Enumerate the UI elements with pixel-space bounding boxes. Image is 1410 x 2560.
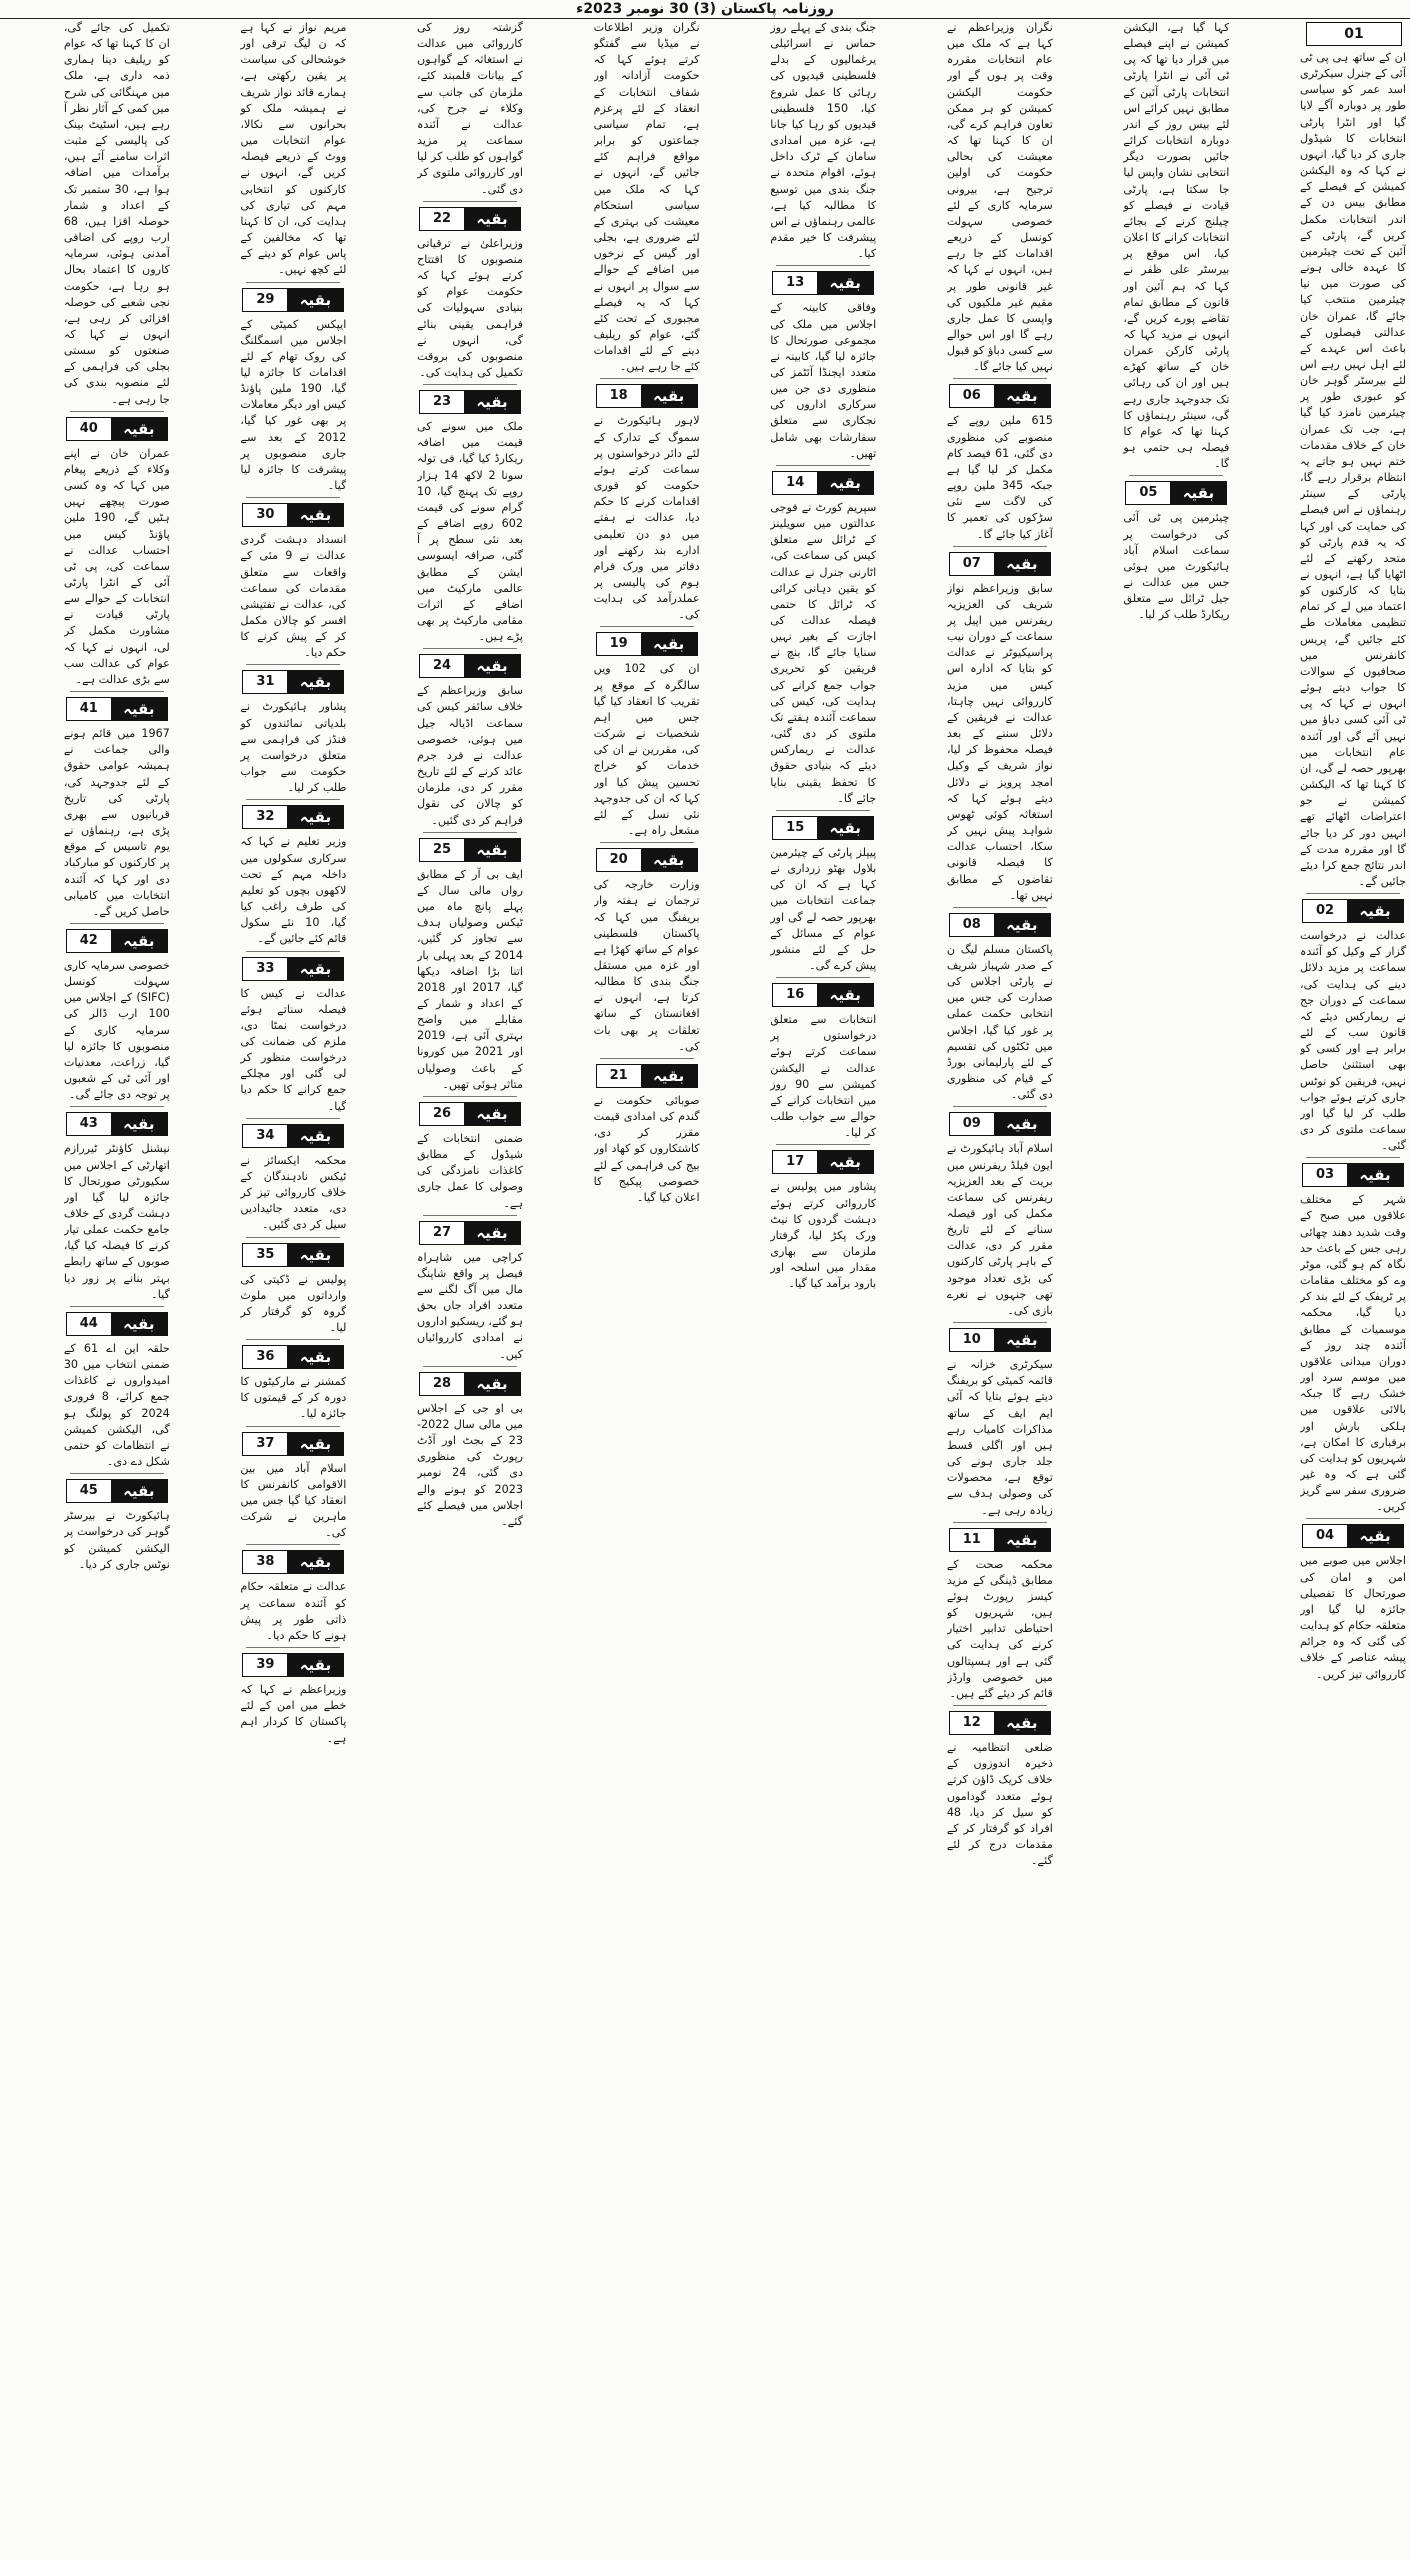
continuation-tag <box>419 1102 521 1126</box>
divider <box>1306 893 1400 894</box>
continuation-word: بقیہ <box>287 289 343 311</box>
divider <box>246 1339 340 1340</box>
continuation-word: بقیہ <box>287 671 343 693</box>
article-text: 615 ملین روپے کے منصوبے کی منظوری دی گئی، 61 فیصد کام مکمل کر لیا گیا ہے جبکہ 345 ملین روپے کی لاگت سے نئی سڑکوں کی تعمیر کا آغاز کیا جائے گا۔ <box>946 414 1053 541</box>
masthead: روزنامہ پاکستان (3) 30 نومبر 2023ء <box>0 0 1410 19</box>
continuation-word: بقیہ <box>464 1373 520 1395</box>
article-text: وفاقی کابینہ کے اجلاس میں ملک کی مجموعی صورتحال کا جائزہ لیا گیا، کابینہ نے متعدد ایجنڈا آئٹمز کی منظوری دی جن میں سرکاری اداروں کی نجکاری سے متعلق سفارشات بھی شامل تھیں۔ <box>770 301 877 460</box>
article-text: ہائیکورٹ نے بیرسٹر گوہر کی درخواست پر الیکشن کمیشن کو نوٹس جاری کر دیا۔ <box>63 1509 170 1571</box>
article-text: ایف بی آر کے مطابق رواں مالی سال کے پہلے پانچ ماہ میں ٹیکس وصولیاں ہدف سے تجاوز کر گئیں، 2014 کے بعد پہلی بار اتنا بڑا اضافہ دیکھا گیا، 2017 اور 2018 کے اعداد و شمار کے مقابلے میں واضح بہتری آئی ہے، 2019 اور 2021 میں کورونا کے باعث وصولیاں متاثر ہوئی تھیں۔ <box>417 867 523 1091</box>
continuation-number: 23 <box>432 394 452 410</box>
article-text: نیشنل کاؤنٹر ٹیررازم اتھارٹی کے اجلاس میں سکیورٹی صورتحال کا جائزہ لیا گیا اور دہشت گردی کے خلاف جامع حکمت عملی تیار کرنے کا فیصلہ کیا گیا، صوبوں کے ساتھ رابطے بہتر بنانے پر زور دیا گیا۔ <box>63 1142 170 1301</box>
article-text: نگران وزیر اطلاعات نے میڈیا سے گفتگو کرتے ہوئے کہا کہ حکومت آزادانہ اور شفاف انتخابات کے انعقاد کے لئے پرعزم ہے، تمام سیاسی جماعتوں کو برابر مواقع فراہم کئے جائیں گے، انہوں نے کہا کہ ملک میں سیاسی استحکام معیشت کی بہتری کے لئے ضروری ہے، بجلی اور گیس کے نرخوں میں اضافے کے حوالے سے سوال پر انہوں نے کہا کہ یہ فیصلے مجبوری کے تحت کئے گئے، عوام کو ریلیف دینے کے لئے اقدامات کئے جا رہے ہیں۔ <box>593 21 700 374</box>
continuation-word: بقیہ <box>287 1433 343 1455</box>
article-text: سیکرٹری خزانہ نے قائمہ کمیٹی کو بریفنگ دیتے ہوئے بتایا کہ آئی ایم ایف کے ساتھ مذاکرات کامیاب رہے ہیں اور اگلی قسط جلد جاری ہونے کی توقع ہے، محصولات کی وصولی ہدف سے زیادہ رہی ہے۔ <box>946 1358 1053 1517</box>
continuation-number: 06 <box>962 388 981 404</box>
continuation-word: بقیہ <box>994 914 1050 936</box>
continuation-tag <box>1302 899 1404 923</box>
continuation-tag <box>419 654 521 678</box>
column-2 <box>1123 20 1229 2556</box>
continuation-tag <box>242 957 344 981</box>
divider <box>600 842 694 843</box>
article-text: حلقہ این اے 61 کے ضمنی انتخاب میں 30 امیدواروں نے کاغذات جمع کرائے، 8 فروری 2024 کو پولنگ ہو گی، الیکشن کمیشن نے انتظامات کو حتمی شکل دے دی۔ <box>63 1341 170 1469</box>
divider <box>246 799 340 800</box>
continuation-number: 29 <box>256 291 275 307</box>
article-text: وزیراعلیٰ نے ترقیاتی منصوبوں کا افتتاح کرتے ہوئے کہا کہ حکومت عوام کو بنیادی سہولیات کی فراہمی یقینی بنائے گی، انہوں نے منصوبوں کی بروقت تکمیل کی ہدایت کی۔ <box>417 236 523 379</box>
continuation-word: بقیہ <box>1347 1525 1403 1547</box>
continuation-number: 14 <box>786 474 805 490</box>
continuation-number: 12 <box>962 1715 981 1731</box>
continuation-number: 37 <box>256 1435 275 1451</box>
article-text: شہر کے مختلف علاقوں میں صبح کے وقت شدید دھند چھائی رہی جس کے باعث حد نگاہ کم ہو گئی، موٹر وے کو مختلف مقامات پر ٹریفک کے لئے بند کر دیا گیا، محکمہ موسمیات کے مطابق آئندہ چند روز کے دوران میدانی علاقوں میں موسم سرد اور خشک رہے گا جبکہ بالائی علاقوں میں ہلکی بارش اور برفباری کا امکان ہے، شہریوں کو ہدایت کی گئی ہے کہ وہ غیر ضروری سفر سے گریز کریں۔ <box>1300 1193 1406 1514</box>
divider <box>423 648 517 649</box>
divider <box>600 378 694 379</box>
continuation-word: بقیہ <box>817 472 873 494</box>
continuation-tag <box>242 805 344 829</box>
continuation-number: 40 <box>79 420 98 436</box>
continuation-number: 04 <box>1315 1528 1335 1544</box>
divider <box>1129 475 1223 476</box>
divider <box>246 282 340 283</box>
continuation-tag <box>66 1312 168 1336</box>
continuation-number: 11 <box>962 1531 981 1547</box>
divider <box>423 1366 517 1367</box>
article-text: کراچی میں شاہراہ فیصل پر واقع شاپنگ مال میں آگ لگنے سے متعدد افراد جاں بحق ہو گئے، ریسکیو اداروں نے امدادی کارروائیاں کیں۔ <box>417 1250 523 1361</box>
continuation-number: 03 <box>1315 1167 1335 1183</box>
continuation-tag <box>949 913 1051 937</box>
continuation-word: بقیہ <box>641 1065 697 1087</box>
continuation-number: 09 <box>962 1116 981 1132</box>
article-text: محکمہ ایکسائز نے ٹیکس نادہندگان کے خلاف کارروائی تیز کر دی، متعدد جائیدادیں سیل کر دی گئیں۔ <box>240 1153 347 1232</box>
continuation-tag <box>419 1372 521 1396</box>
continuation-word: بقیہ <box>111 1313 167 1335</box>
continuation-tag <box>419 1221 521 1245</box>
article-text: صوبائی حکومت نے گندم کی امدادی قیمت مقرر کر دی، کاشتکاروں کو کھاد اور بیج کی فراہمی کے لئے خصوصی پیکیج کا اعلان کیا گیا۔ <box>593 1093 700 1204</box>
continuation-number: 07 <box>962 555 981 571</box>
continuation-number: 22 <box>432 210 452 226</box>
continuation-number: 19 <box>609 636 628 652</box>
divider <box>70 1306 164 1307</box>
continuation-tag <box>596 384 698 408</box>
column-4 <box>770 20 876 2556</box>
continuation-number: 42 <box>79 932 98 948</box>
continuation-word: بقیہ <box>287 504 343 526</box>
continuation-number: 18 <box>609 388 628 404</box>
continuation-tag <box>242 1432 344 1456</box>
article-text: عمران خان نے اپنے وکلاء کے ذریعے پیغام میں کہا کہ وہ کسی صورت پیچھے نہیں ہٹیں گے، 190 ملین پاؤنڈ کیس میں احتساب عدالت نے سماعت کی، پی ٹی آئی کے انٹرا پارٹی انتخابات کے حوالے سے پارٹی قیادت نے مشاورت مکمل کر لی، انہوں نے کہا کہ عوام کی عدالت سب سے بڑی عدالت ہے۔ <box>63 446 170 686</box>
divider <box>600 1058 694 1059</box>
divider <box>246 664 340 665</box>
article-text: چیئرمین پی ٹی آئی کی درخواست پر سماعت اسلام آباد ہائیکورٹ میں ہوئی جس میں عدالت نے جیل ٹرائل سے متعلق ریکارڈ طلب کر لیا۔ <box>1123 511 1230 622</box>
continuation-word: بقیہ <box>994 1329 1050 1351</box>
continuation-tag <box>772 271 874 295</box>
continuation-tag <box>66 697 168 721</box>
article-text: نگران وزیراعظم نے کہا ہے کہ ملک میں عام انتخابات مقررہ وقت پر ہوں گے اور حکومت الیکشن کمیشن کو ہر ممکن تعاون فراہم کرے گی، ان کا کہنا تھا کہ معیشت کی بحالی حکومت کی اولین ترجیح ہے، بیرونی سرمایہ کاری کے لئے خصوصی سہولت کونسل کے ذریعے اقدامات کئے جا رہے ہیں، انہوں نے کہا کہ غیر قانونی طور پر مقیم غیر ملکیوں کی واپسی کا عمل جاری رہے گا اور اس حوالے سے کسی دباؤ کو قبول نہیں کیا جائے گا۔ <box>946 21 1053 374</box>
article-text: جنگ بندی کے پہلے روز حماس نے اسرائیلی یرغمالیوں کے بدلے فلسطینی قیدیوں کی رہائی کا عمل شروع کیا، 150 فلسطینی قیدیوں کو رہا کیا جانا ہے، غزہ میں امدادی سامان کے ٹرک داخل ہوئے، اقوام متحدہ نے جنگ بندی میں توسیع کا مطالبہ کیا ہے، عالمی رہنماؤں نے اس پیشرفت کا خیر مقدم کیا۔ <box>770 21 877 261</box>
continuation-tag <box>66 417 168 441</box>
divider <box>423 384 517 385</box>
continuation-number: 20 <box>609 852 628 868</box>
continuation-tag <box>1302 1163 1404 1187</box>
divider <box>953 907 1047 908</box>
continuation-number: 36 <box>256 1349 275 1365</box>
divider <box>1306 1518 1400 1519</box>
continuation-number: 32 <box>256 809 275 825</box>
article-text: بی او جی کے اجلاس میں مالی سال 2022-23 کے بجٹ اور آڈٹ رپورٹ کی منظوری دی گئی، 24 نومبر 2023 کو ہونے والے اجلاس میں فیصلے کئے گئے۔ <box>417 1401 523 1528</box>
continuation-tag <box>949 1711 1051 1735</box>
article-text: تکمیل کی جائے گی، ان کا کہنا تھا کہ عوام کو ریلیف دینا ہماری ذمہ داری ہے، ملک میں مہنگائی کی شرح میں کمی کے آثار نظر آ رہے ہیں، اسٹیٹ بینک کی پالیسی کے مثبت اثرات سامنے آئے ہیں، برآمدات میں اضافہ ہوا ہے، 30 ستمبر تک کے اعداد و شمار حوصلہ افزا ہیں، 68 ارب روپے کی اضافی آمدنی ہوئی، سرمایہ کاروں کا اعتماد بحال ہو رہا ہے، حکومت نجی شعبے کی حوصلہ افزائی کر رہی ہے، انہوں نے کہا کہ صنعتوں کو سستی بجلی کی فراہمی کے لئے منصوبہ بندی کی جا رہی ہے۔ <box>63 21 170 406</box>
divider <box>953 1522 1047 1523</box>
continuation-tag <box>242 1124 344 1148</box>
divider <box>953 1106 1047 1107</box>
continuation-word: بقیہ <box>817 272 873 294</box>
article-text: کمشنر نے مارکیٹوں کا دورہ کر کے قیمتوں کا جائزہ لیا۔ <box>240 1375 347 1421</box>
continuation-word: بقیہ <box>287 1654 343 1676</box>
divider <box>953 546 1047 547</box>
continuation-tag <box>596 632 698 656</box>
divider <box>70 1473 164 1474</box>
continuation-number: 24 <box>432 658 452 674</box>
continuation-tag <box>949 1328 1051 1352</box>
continuation-tag <box>772 1150 874 1174</box>
continuation-word: بقیہ <box>111 418 167 440</box>
article-text: اسلام آباد میں بین الاقوامی کانفرنس کا انعقاد کیا گیا جس میں ماہرین نے شرکت کی۔ <box>240 1461 347 1540</box>
continuation-number: 35 <box>256 1246 275 1262</box>
continuation-number: 28 <box>432 1375 452 1391</box>
continuation-tag <box>949 384 1051 408</box>
continuation-number: 08 <box>962 916 981 932</box>
continuation-word: بقیہ <box>641 633 697 655</box>
article-text: سابق وزیراعظم نواز شریف کی العزیزیہ ریفرنس میں اپیل پر سماعت کے دوران نیب پراسیکیوٹر نے عدالت کو بتایا کہ ادارہ اس کیس میں مزید کارروائی نہیں چاہتا، عدالت نے فریقین کے دلائل سننے کے بعد فیصلہ محفوظ کر لیا، نواز شریف کے وکیل امجد پرویز نے دلائل دیتے ہوئے کہا کہ استغاثہ کوئی ٹھوس شواہد پیش نہیں کر سکا، احتساب عدالت کا فیصلہ قانونی تقاضوں کے مطابق نہیں تھا۔ <box>946 581 1053 902</box>
continuation-tag <box>242 1653 344 1677</box>
continuation-tag <box>66 1479 168 1503</box>
article-text: عدالت نے درخواست گزار کے وکیل کو آئندہ سماعت پر مزید دلائل دینے کی ہدایت کی، سماعت کے دوران جج نے ریمارکس دیئے کہ قانون سب کے لئے برابر ہے اور کسی کو بھی استثنیٰ حاصل نہیں، فریقین کو نوٹس جاری کرتے ہوئے جواب طلب کر لیا گیا اور سماعت ملتوی کر دی گئی۔ <box>1300 929 1406 1153</box>
article-text: سپریم کورٹ نے فوجی عدالتوں میں سویلینز کے ٹرائل سے متعلق کیس کی سماعت کی، اٹارنی جنرل نے عدالت کو یقین دہانی کرائی کہ ٹرائل کا حتمی فیصلہ عدالت کی اجازت کے بغیر نہیں سنایا جائے گا، بنچ نے فریقین کو تحریری جواب جمع کرانے کی ہدایت کی، کیس کی سماعت آئندہ ہفتے تک ملتوی کر دی گئی، عدالت نے ریمارکس دیئے کہ بنیادی حقوق کا تحفظ یقینی بنایا جائے گا۔ <box>770 500 877 805</box>
divider <box>246 1118 340 1119</box>
continuation-number: 34 <box>256 1127 275 1143</box>
article-text: انتخابات سے متعلق درخواستوں پر سماعت کرتے ہوئے عدالت نے الیکشن کمیشن سے 90 روز میں انتخابات کرانے کے حوالے سے جواب طلب کر لیا۔ <box>770 1013 877 1140</box>
continuation-number: 15 <box>786 819 805 835</box>
continuation-tag <box>596 848 698 872</box>
column-6 <box>417 20 523 2556</box>
divider <box>1306 1157 1400 1158</box>
divider <box>246 1426 340 1427</box>
divider <box>70 923 164 924</box>
story-number-box: 01 <box>1306 22 1402 46</box>
divider <box>246 1237 340 1238</box>
divider <box>423 832 517 833</box>
continuation-number: 38 <box>256 1554 275 1570</box>
article-text: پشاور ہائیکورٹ نے بلدیاتی نمائندوں کو فنڈز کی فراہمی سے متعلق درخواست پر حکومت سے جواب طلب کر لیا۔ <box>240 700 347 795</box>
continuation-word: بقیہ <box>817 817 873 839</box>
continuation-word: بقیہ <box>817 984 873 1006</box>
continuation-word: بقیہ <box>287 1551 343 1573</box>
continuation-word: بقیہ <box>1170 482 1226 504</box>
article-text: اسلام آباد ہائیکورٹ نے ایون فیلڈ ریفرنس میں بریت کے بعد العزیزیہ ریفرنس کی سماعت مکمل کی اور فیصلہ سنانے کے لئے تاریخ مقرر کر دی، عدالت کے باہر پارٹی کارکنوں کی بڑی تعداد موجود تھی جنہوں نے نعرے بازی کی۔ <box>946 1142 1053 1317</box>
continuation-word: بقیہ <box>287 1125 343 1147</box>
continuation-tag <box>66 929 168 953</box>
article-text: گزشتہ روز کی کارروائی میں عدالت نے استغاثہ کے گواہوں کے بیانات قلمبند کئے، ملزمان کی جانب سے وکلاء نے جرح کی، عدالت نے آئندہ سماعت پر مزید گواہوں کو طلب کر لیا اور کارروائی ملتوی کر دی گئی۔ <box>417 21 523 196</box>
article-text: ان کے ساتھ ہی پی ٹی آئی کے جنرل سیکرٹری اسد عمر کو سیاسی طور پر دوبارہ آگے لایا گیا اور انٹرا پارٹی انتخابات کا شیڈول جاری کر دیا گیا، انہوں نے کہا کہ وہ الیکشن کمیشن کے فیصلے کے مطابق بیس دن کے اندر انتخابات مکمل کریں گے، پارٹی کے آئین کے تحت چیئرمین کا عہدہ خالی ہونے کی صورت میں نیا چیئرمین منتخب کیا جائے گا، عمران خان عدالتی فیصلوں کے باعث اس عہدے کے لئے اہل نہیں رہے اس لئے بیرسٹر گوہر خان کو عبوری طور پر چیئرمین نامزد کیا گیا ہے، جب تک عمران خان کے خلاف مقدمات ختم نہیں ہو جاتے یہ انتظام برقرار رہے گا، پارٹی کے سینئر رہنماؤں نے اس فیصلے کی حمایت کی اور کہا کہ یہ قدم پارٹی کو متحد رکھنے کے لئے اٹھایا گیا ہے، انہوں نے بتایا کہ کارکنوں کو اعتماد میں لے کر تمام تنظیمی معاملات طے کئے جائیں گے، پریس کانفرنس میں صحافیوں کے سوالات کا جواب دیتے ہوئے انہوں نے کہا کہ پی ٹی آئی کسی دباؤ میں نہیں آئے گی اور آئندہ عام انتخابات میں بھرپور حصہ لے گی، ان کا کہنا تھا کہ الیکشن کمیشن نے جو اعتراضات اٹھائے تھے انہیں دور کر دیا جائے گا اور مقررہ مدت کے اندر نتائج جمع کرا دیئے جائیں گے۔ <box>1300 51 1406 888</box>
column-1 <box>1300 20 1406 2556</box>
continuation-word: بقیہ <box>641 385 697 407</box>
continuation-tag <box>419 207 521 231</box>
continuation-number: 02 <box>1315 903 1335 919</box>
continuation-word: بقیہ <box>817 1151 873 1173</box>
article-text: انسداد دہشت گردی عدالت نے 9 مئی کے واقعات سے متعلق مقدمات کی سماعت کی، عدالت نے تفتیشی افسر کو چالان مکمل کر کے پیش کرنے کا حکم دیا۔ <box>240 533 347 660</box>
divider <box>600 626 694 627</box>
continuation-word: بقیہ <box>111 698 167 720</box>
continuation-number: 10 <box>962 1332 981 1348</box>
divider <box>423 201 517 202</box>
article-text: ضلعی انتظامیہ نے ذخیرہ اندوزوں کے خلاف کریک ڈاؤن کرتے ہوئے متعدد گوداموں کو سیل کر دیا، 48 افراد کو گرفتار کر کے مقدمات درج کر لئے گئے۔ <box>946 1741 1053 1868</box>
divider <box>246 497 340 498</box>
continuation-word: بقیہ <box>1347 900 1403 922</box>
article-text: کہا گیا ہے، الیکشن کمیشن نے اپنے فیصلے میں قرار دیا تھا کہ پی ٹی آئی نے انٹرا پارٹی انتخابات پارٹی آئین کے مطابق نہیں کرائے اس لئے بیس روز کے اندر دوبارہ انتخابات کرائے جائیں بصورت دیگر انتخابی نشان واپس لیا جا سکتا ہے، پارٹی قیادت نے فیصلے کو چیلنج کرنے کے بجائے انتخابات کرانے کا اعلان کیا، اس موقع پر بیرسٹر علی ظفر نے کہا کہ ہم آئین اور قانون کے مطابق تمام تقاضے پورے کریں گے، انہوں نے مزید کہا کہ پارٹی کارکن عمران خان کے ساتھ کھڑے ہیں اور ان کی رہائی تک جدوجہد جاری رہے گی، سینئر رہنماؤں کا کہنا تھا کہ عوام کا فیصلہ ہی حتمی ہو گا۔ <box>1123 21 1230 471</box>
continuation-tag <box>419 838 521 862</box>
continuation-word: بقیہ <box>287 1244 343 1266</box>
continuation-number: 27 <box>432 1224 452 1240</box>
article-text: ملک میں سونے کی قیمت میں اضافہ ریکارڈ کیا گیا، فی تولہ سونا 2 لاکھ 14 ہزار روپے تک پہنچ گیا، 10 گرام سونے کی قیمت 602 روپے اضافے کے بعد نئی سطح پر آ گئی، صرافہ ایسوسی ایشن کے مطابق عالمی مارکیٹ میں اضافے کے اثرات مقامی مارکیٹ پر بھی پڑے ہیں۔ <box>417 420 523 644</box>
continuation-word: بقیہ <box>287 806 343 828</box>
article-text: عدالت نے کیس کا فیصلہ سناتے ہوئے درخواست نمٹا دی، ملزم کی ضمانت کی درخواست منظور کر لی گئی اور مچلکے جمع کرانے کا حکم دیا گیا۔ <box>240 986 347 1113</box>
divider <box>953 378 1047 379</box>
article-text: پیپلز پارٹی کے چیئرمین بلاول بھٹو زرداری نے کہا ہے کہ ان کی جماعت انتخابات میں بھرپور حصہ لے گی اور عوام کے مسائل کے حل کے لئے منشور پیش کرے گی۔ <box>770 845 877 972</box>
divider <box>246 1544 340 1545</box>
continuation-number: 30 <box>256 507 275 523</box>
divider <box>776 810 870 811</box>
article-text: پشاور میں پولیس نے کارروائی کرتے ہوئے دہشت گردوں کا نیٹ ورک پکڑ لیا، گرفتار ملزمان سے بھاری مقدار میں اسلحہ اور بارود برآمد کیا گیا۔ <box>770 1180 877 1291</box>
article-text: وزیراعظم نے کہا کہ خطے میں امن کے لئے پاکستان کا کردار اہم ہے۔ <box>240 1683 347 1745</box>
columns-container <box>4 20 1406 2560</box>
continuation-tag <box>772 983 874 1007</box>
continuation-word: بقیہ <box>111 1113 167 1135</box>
divider <box>246 951 340 952</box>
article-text: وزارت خارجہ کی ترجمان نے ہفتہ وار بریفنگ میں کہا کہ پاکستان فلسطینی عوام کے ساتھ کھڑا ہے اور غزہ میں مستقل جنگ بندی کا مطالبہ کرتا ہے، انہوں نے افغانستان کے ساتھ تعلقات پر بھی بات کی۔ <box>593 878 700 1053</box>
article-text: مریم نواز نے کہا ہے کہ ن لیگ ترقی اور خوشحالی کی سیاست پر یقین رکھتی ہے، ہمارے قائد نواز شریف نے ہمیشہ ملک کو بحرانوں سے نکالا، عوام انتخابات میں ووٹ کے ذریعے فیصلہ کریں گے، انہوں نے کارکنوں کو انتخابی مہم کی تیاری کی ہدایت کی، ان کا کہنا تھا کہ مخالفین کے پاس عوام کو دینے کے لئے کچھ نہیں۔ <box>240 21 347 277</box>
article-text: عدالت نے متعلقہ حکام کو آئندہ سماعت پر ذاتی طور پر پیش ہونے کا حکم دیا۔ <box>240 1580 347 1642</box>
continuation-word: بقیہ <box>994 1712 1050 1734</box>
continuation-tag <box>949 552 1051 576</box>
article-text: پاکستان مسلم لیگ ن کے صدر شہباز شریف نے پارٹی اجلاس کی صدارت کی جس میں انتخابی حکمت عملی پر غور کیا گیا، اجلاس میں ٹکٹوں کی تقسیم کے لئے پارلیمانی بورڈ کے قیام کی منظوری دی گئی۔ <box>946 942 1053 1102</box>
continuation-word: بقیہ <box>994 1113 1050 1135</box>
continuation-number: 26 <box>432 1105 452 1121</box>
continuation-word: بقیہ <box>287 958 343 980</box>
continuation-number: 33 <box>256 960 275 976</box>
divider <box>776 977 870 978</box>
continuation-word: بقیہ <box>464 839 520 861</box>
continuation-tag <box>242 1550 344 1574</box>
column-7 <box>240 20 346 2556</box>
continuation-tag <box>242 503 344 527</box>
divider <box>776 465 870 466</box>
continuation-number: 44 <box>79 1315 98 1331</box>
continuation-word: بقیہ <box>464 391 520 413</box>
continuation-number: 31 <box>256 674 275 690</box>
continuation-word: بقیہ <box>994 553 1050 575</box>
continuation-tag <box>1302 1524 1404 1548</box>
article-text: خصوصی سرمایہ کاری سہولت کونسل (SIFC) کے اجلاس میں 100 ارب ڈالر کی سرمایہ کاری کے منصوبوں کا جائزہ لیا گیا، زراعت، معدنیات اور آئی ٹی کے شعبوں پر توجہ دی جائے گی۔ <box>63 958 170 1102</box>
article-text: وزیر تعلیم نے کہا کہ سرکاری سکولوں میں داخلہ مہم کے تحت لاکھوں بچوں کو تعلیم کی طرف راغب کیا گیا، 10 نئے سکول قائم کئے جائیں گے۔ <box>240 835 347 946</box>
continuation-number: 25 <box>432 841 452 857</box>
divider <box>953 1322 1047 1323</box>
continuation-tag <box>242 288 344 312</box>
continuation-number: 05 <box>1139 485 1158 501</box>
article-text: ان کی 102 ویں سالگرہ کے موقع پر تقریب کا انعقاد کیا گیا جس میں اہم شخصیات نے شرکت کی، مقررین نے ان کی خدمات کو خراج تحسین پیش کیا اور کہا کہ ان کی جدوجہد نئی نسل کے لئے مشعل راہ ہے۔ <box>593 662 700 838</box>
article-text: اجلاس میں صوبے میں امن و امان کی صورتحال کا تفصیلی جائزہ لیا گیا اور متعلقہ حکام کو ہدایت کی گئی کہ وہ جرائم پیشہ عناصر کے خلاف کارروائی تیز کریں۔ <box>1300 1554 1406 1681</box>
continuation-tag <box>949 1112 1051 1136</box>
continuation-word: بقیہ <box>464 1103 520 1125</box>
continuation-word: بقیہ <box>464 208 520 230</box>
continuation-word: بقیہ <box>464 1222 520 1244</box>
continuation-number: 13 <box>786 275 805 291</box>
continuation-word: بقیہ <box>464 655 520 677</box>
divider <box>70 691 164 692</box>
article-text: ایپکس کمیٹی کے اجلاس میں اسمگلنگ کی روک تھام کے لئے اقدامات کا جائزہ لیا گیا، 190 ملین پاؤنڈ کیس اور دیگر معاملات پر بھی غور کیا گیا، 2012 کے بعد سے جاری منصوبوں پر پیشرفت کا جائزہ لیا گیا۔ <box>240 317 347 493</box>
divider <box>246 1647 340 1648</box>
continuation-tag <box>772 816 874 840</box>
continuation-tag <box>596 1064 698 1088</box>
continuation-word: بقیہ <box>111 1480 167 1502</box>
article-text: لاہور ہائیکورٹ نے سموگ کے تدارک کے لئے دائر درخواستوں پر سماعت کرتے ہوئے حکومت کو فوری اقدامات کرنے کا حکم دیا، عدالت نے ہفتے میں دو دن تعلیمی ادارے بند رکھنے اور دفاتر میں ورک فرام ہوم کی پالیسی پر عملدرآمد کی ہدایت کی۔ <box>593 414 700 622</box>
article-text: پولیس نے ڈکیتی کی وارداتوں میں ملوث گروہ کو گرفتار کر لیا۔ <box>240 1272 347 1334</box>
continuation-tag <box>66 1112 168 1136</box>
continuation-word: بقیہ <box>994 385 1050 407</box>
divider <box>776 265 870 266</box>
continuation-tag <box>772 471 874 495</box>
continuation-number: 17 <box>786 1154 805 1170</box>
continuation-word: بقیہ <box>994 1529 1050 1551</box>
article-text: ضمنی انتخابات کے شیڈول کے مطابق کاغذات نامزدگی کی وصولی کا عمل جاری ہے۔ <box>417 1131 523 1210</box>
continuation-tag <box>949 1528 1051 1552</box>
continuation-tag <box>242 1345 344 1369</box>
continuation-tag <box>1125 481 1227 505</box>
article-text: 1967 میں قائم ہونے والی جماعت نے ہمیشہ عوامی حقوق کے لئے جدوجہد کی، پارٹی کی تاریخ قربانیوں سے بھری پڑی ہے، رہنماؤں نے یوم تاسیس کے موقع پر کارکنوں کو مبارکباد دی اور کہا کہ آئندہ انتخابات میں کامیابی حاصل کریں گے۔ <box>63 727 170 918</box>
continuation-number: 43 <box>79 1116 98 1132</box>
divider <box>953 1705 1047 1706</box>
continuation-tag <box>419 390 521 414</box>
divider <box>423 1096 517 1097</box>
continuation-number: 39 <box>256 1657 275 1673</box>
continuation-tag <box>242 1243 344 1267</box>
continuation-number: 45 <box>79 1483 98 1499</box>
column-3 <box>947 20 1053 2556</box>
article-text: محکمہ صحت کے مطابق ڈینگی کے مزید کیسز رپورٹ ہوئے ہیں، شہریوں کو احتیاطی تدابیر اختیار کرنے کی ہدایت کی گئی ہے اور ہسپتالوں میں خصوصی وارڈز قائم کر دیئے گئے ہیں۔ <box>946 1557 1053 1700</box>
continuation-tag <box>242 670 344 694</box>
column-5 <box>594 20 700 2556</box>
continuation-number: 21 <box>609 1067 628 1083</box>
continuation-word: بقیہ <box>1347 1164 1403 1186</box>
continuation-word: بقیہ <box>641 849 697 871</box>
continuation-word: بقیہ <box>111 930 167 952</box>
continuation-number: 16 <box>786 987 805 1003</box>
divider <box>423 1215 517 1216</box>
continuation-number: 41 <box>79 701 98 717</box>
article-text: سابق وزیراعظم کے خلاف سائفر کیس کی سماعت اڈیالہ جیل میں ہوئی، خصوصی عدالت نے فرد جرم عائد کرنے کے لئے تاریخ مقرر کر دی، ملزمان کو چالان کی نقول فراہم کر دی گئیں۔ <box>417 684 523 827</box>
divider <box>776 1144 870 1145</box>
continuation-word: بقیہ <box>287 1346 343 1368</box>
divider <box>70 1106 164 1107</box>
divider <box>70 411 164 412</box>
column-8 <box>64 20 170 2556</box>
